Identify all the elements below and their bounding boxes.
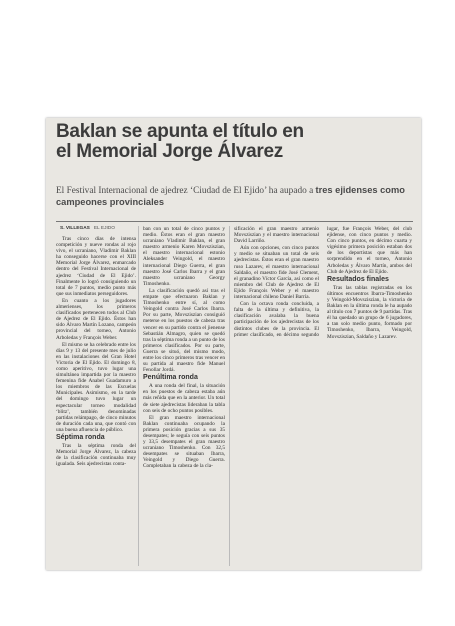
column-1: [56, 236, 136, 468]
newspaper-clipping: [46, 118, 421, 570]
section-heading: Penúltima ronda: [143, 374, 198, 382]
headline: [56, 122, 416, 162]
column-separator: [229, 226, 230, 566]
paragraph: Aún con opciones, con cinco puntos y medio se situaban un total de seis ajedrecistas. Éstos eran el gran maestro ruso Lazarev, el maestro internacional Saldaño, el maestro fide José Clement, el granadino Víctor García, así como el miembro del Club de Ajedrez de El Ejido François Weber y el maestro internacional chileno Daniel Barría.: [234, 245, 319, 301]
paragraph: A una ronda del final, la situación en los puestos de cabeza estaba aún más reñida que en la anterior. Un total de siete ajedrecistas lideraban la tabla con seis de ocho puntos posibles.: [143, 383, 225, 414]
byline: [60, 226, 115, 231]
byline-place: EL EJIDO: [93, 226, 116, 231]
subheadline-bold: tres ejidenses como campeones provinciales: [56, 185, 405, 207]
subheadline-text: El Festival Internacional de ajedrez ‘Ciudad de El Ejido’ ha aupado a: [56, 186, 316, 196]
section-heading: Séptima ronda: [56, 434, 105, 441]
paragraph: Tras la séptima ronda del Memorial Jorge Álvarez, la cabeza de la clasificación continuaba muy igualada. Seis ajedrecistas conta-: [56, 443, 136, 468]
paragraph: En cuanto a los jugadores almerienses, los primeros clasificados pertenecen todos al Club de Ajedrez de El Ejido. Éstos han sido Álvaro Martín Lozano, campeón provincial del torneo, Antonio Arboledas y François Weber.: [56, 297, 136, 341]
paragraph: La clasificación quedó así tras el empate que efectuaron Baklan y Timoshenko entre sí, al como Veingold contra José Carlos Ibarra. Por su parte, Movsziszian consiguió meterse en los puestos de cabeza tras vencer en su partido contra el jienense Sebastián Almagro, quien se quedó tras la séptima ronda a un punto de los primeros clasificados. Por su parte, Guerra se situó, del mismo modo, entre los cinco primeros tras vencer en su partida al maestro fide Manuel Fenollar Jordá.: [143, 287, 225, 374]
paragraph: Tras cinco días de intensa competición y nueve rondas al rojo vivo, el ucraniano, Vladimir Baklan ha conseguido hacerse con el XIII Memorial Jorge Álvarez, enmarcado dentro del Festival Internacional de ajedrez ‘Ciudad de El Ejido’. Finalmente lo logró consiguiendo un total de 7 puntos, medio punto más que sus inmediatos perseguidores.: [56, 236, 136, 297]
column-2: [143, 226, 225, 471]
paragraph: sificación el gran maestro armenio Movsziszian y el maestro internacional David Larriño.: [234, 226, 319, 245]
section-heading: Resultados finales: [327, 275, 389, 283]
headline-line-2: el Memorial Jorge Álvarez: [56, 141, 283, 162]
column-3: [234, 226, 412, 340]
headline-line-1: Baklan se apunta el título en: [56, 121, 304, 142]
divider: [56, 221, 413, 222]
column-separator: [138, 226, 139, 566]
paragraph: Tras las tablas registradas en los últimos encuentros Ibarra-Timoshenko y Veingold-Movsziszian, la victoria de Baklan en la última ronda le ha aupado al título con 7 puntos de 9 partidas. Tras él ha quedado un grupo de 6 jugadores, a tan solo medio punto, formado por Timoshenko, Ibarra, Veingold, Movsziszian, Saldaño y Lazarev.: [327, 284, 412, 340]
subheadline: [56, 185, 416, 209]
byline-author: S. VILLEGAS: [60, 226, 90, 231]
paragraph: ban con un total de cinco puntos y medio. Éstos eran el gran maestro ucraniano Vladimir Baklan, el gran maestro armenio Karen Movsziszian, el maestro internacional estonio Aleksander Veingold, el maestro internacional Diego Guerra, el gran maestro José Carlos Ibarra y el gran maestro ucraniano Georgy Timoshenko.: [143, 226, 225, 287]
paragraph: El gran maestro internacional Baklan continuaba ocupando la primera posición gracias a sus 35 desempates; le seguía con seis puntos y 33,5 desempates el gran maestro ucraniano Timoshenko. Con 32,5 desempates se situaban Ibarra, Veingold y Diego Guerra. Completaban la cabeza de la cla-: [143, 414, 225, 470]
paragraph: El mismo se ha celebrado entre los días 9 y 13 del presente mes de julio en las instalaciones del Gran Hotel Victoria de El Ejido. El domingo 8, como aperitivo, tuvo lugar una simultánea impartida por la maestro femenina fide Anabel Guadamuro a los miembros de las Escuelas Municipales. Asimismo, en la tarde del domingo tuvo lugar un espectacular torneo modalidad ‘blitz’, también denominadas partidas relámpago, de cinco minutos de duración cada una, que contó con una buena afluencia de público.: [56, 341, 136, 433]
paragraph: Con la octava ronda concluida, a falta de la última y definitiva, la clasificación avalaba la buena participación de los ajedrecistas de los distintos clubes de la provincia. El primer clasificado, en décimo segundo lugar, fue François Weber, del club ejidense, con cinco puntos y medio. Con cinco puntos, en décimo cuarta y vigésimo primera posición estaban dos de los deportistas que más han sorprendido en el torneo, Antonio Arboledas y Álvaro Martín, ambos del Club de Ajedrez de El Ejido.: [234, 226, 412, 338]
